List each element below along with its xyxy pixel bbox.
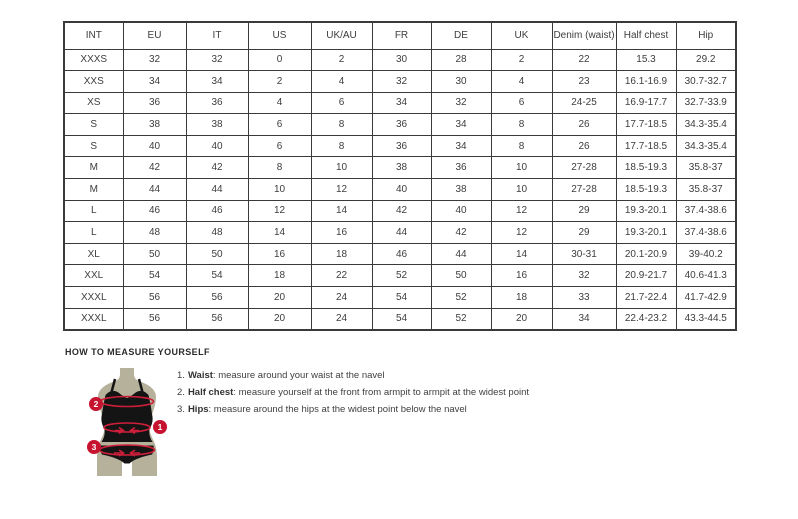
table-cell: 6	[248, 114, 311, 136]
table-cell: 32	[123, 49, 186, 71]
table-cell: 34	[123, 71, 186, 93]
table-cell: 4	[248, 92, 311, 114]
badge-waist-number: 1	[157, 422, 163, 432]
column-header-hip: Hip	[676, 22, 736, 49]
table-cell: 40	[431, 200, 491, 222]
table-cell: 54	[186, 265, 248, 287]
table-cell: 48	[186, 222, 248, 244]
badge-hips	[87, 440, 101, 454]
table-cell: 36	[123, 92, 186, 114]
table-cell: 56	[186, 308, 248, 330]
table-cell: 17.7-18.5	[616, 135, 676, 157]
column-header-denim-waist: Denim (waist)	[552, 22, 616, 49]
table-cell: 12	[491, 222, 552, 244]
instruction-number: 2.	[177, 387, 185, 398]
table-cell: 44	[186, 179, 248, 201]
table-cell: 52	[431, 308, 491, 330]
table-cell: 42	[431, 222, 491, 244]
table-cell: 20	[248, 287, 311, 309]
table-row	[64, 114, 736, 136]
table-cell: S	[64, 135, 123, 157]
instruction-number: 3.	[177, 404, 185, 415]
table-cell: M	[64, 179, 123, 201]
table-cell: 10	[491, 157, 552, 179]
table-cell: 30	[431, 71, 491, 93]
table-cell: 23	[552, 71, 616, 93]
table-cell: XXL	[64, 265, 123, 287]
table-cell: 40	[186, 135, 248, 157]
badge-chest	[89, 397, 103, 411]
table-cell: 32	[552, 265, 616, 287]
table-cell: 40	[372, 179, 431, 201]
table-cell: 36	[186, 92, 248, 114]
table-cell: 56	[123, 287, 186, 309]
measure-section-title: HOW TO MEASURE YOURSELF	[65, 347, 210, 357]
table-cell: 39-40.2	[676, 243, 736, 265]
table-row	[64, 308, 736, 330]
table-cell: 34	[186, 71, 248, 93]
column-header-half-chest: Half chest	[616, 22, 676, 49]
table-cell: 42	[372, 200, 431, 222]
table-cell: 18	[248, 265, 311, 287]
table-cell: 21.7-22.4	[616, 287, 676, 309]
table-cell: 44	[431, 243, 491, 265]
table-row	[64, 135, 736, 157]
measurement-mannequin-icon	[72, 366, 182, 478]
table-cell: 26	[552, 114, 616, 136]
table-cell: 35.8-37	[676, 157, 736, 179]
table-cell: 46	[372, 243, 431, 265]
instruction-half-chest	[177, 387, 529, 398]
table-row	[64, 157, 736, 179]
instruction-text: : measure around the hips at the widest point below the navel	[208, 404, 467, 415]
table-row	[64, 49, 736, 71]
table-cell: 0	[248, 49, 311, 71]
table-cell: 18.5-19.3	[616, 179, 676, 201]
table-row	[64, 222, 736, 244]
table-cell: 44	[372, 222, 431, 244]
table-cell: M	[64, 157, 123, 179]
badge-chest-number: 2	[93, 399, 99, 409]
table-cell: 14	[248, 222, 311, 244]
table-cell: 4	[491, 71, 552, 93]
table-cell: 50	[431, 265, 491, 287]
table-cell: 34	[431, 135, 491, 157]
table-cell: 2	[248, 71, 311, 93]
table-cell: 24	[311, 308, 372, 330]
table-cell: 48	[123, 222, 186, 244]
table-cell: 19.3-20.1	[616, 200, 676, 222]
table-cell: 29	[552, 200, 616, 222]
table-cell: 6	[311, 92, 372, 114]
table-cell: XL	[64, 243, 123, 265]
table-cell: 34.3-35.4	[676, 114, 736, 136]
table-cell: 37.4-38.6	[676, 222, 736, 244]
table-cell: 32	[431, 92, 491, 114]
table-cell: XXXL	[64, 287, 123, 309]
table-row	[64, 92, 736, 114]
table-cell: 14	[491, 243, 552, 265]
table-cell: 37.4-38.6	[676, 200, 736, 222]
table-cell: 30-31	[552, 243, 616, 265]
table-cell: 32.7-33.9	[676, 92, 736, 114]
table-cell: 6	[491, 92, 552, 114]
table-row	[64, 200, 736, 222]
size-table-header-row	[64, 22, 736, 49]
table-cell: 52	[431, 287, 491, 309]
table-cell: 14	[311, 200, 372, 222]
table-cell: 36	[431, 157, 491, 179]
table-cell: 18	[311, 243, 372, 265]
size-table	[63, 21, 737, 331]
table-cell: 8	[311, 135, 372, 157]
table-row	[64, 71, 736, 93]
table-cell: 8	[491, 114, 552, 136]
table-cell: 32	[372, 71, 431, 93]
table-cell: 56	[186, 287, 248, 309]
table-cell: 12	[491, 200, 552, 222]
table-cell: 40.6-41.3	[676, 265, 736, 287]
table-cell: 8	[311, 114, 372, 136]
table-cell: 6	[248, 135, 311, 157]
table-cell: 54	[372, 287, 431, 309]
table-cell: 4	[311, 71, 372, 93]
table-cell: 42	[123, 157, 186, 179]
table-cell: XS	[64, 92, 123, 114]
size-table-body	[64, 49, 736, 330]
table-cell: 10	[311, 157, 372, 179]
table-cell: 42	[186, 157, 248, 179]
table-row	[64, 265, 736, 287]
column-header-it: IT	[186, 22, 248, 49]
table-cell: L	[64, 222, 123, 244]
table-cell: 38	[372, 157, 431, 179]
measure-instructions	[177, 370, 529, 415]
table-cell: 24	[311, 287, 372, 309]
table-cell: 20.9-21.7	[616, 265, 676, 287]
table-cell: 30.7-32.7	[676, 71, 736, 93]
instruction-waist	[177, 370, 529, 381]
table-cell: 36	[372, 135, 431, 157]
column-header-fr: FR	[372, 22, 431, 49]
table-cell: 41.7-42.9	[676, 287, 736, 309]
instruction-text: : measure around your waist at the navel	[212, 370, 385, 381]
instruction-number: 1.	[177, 370, 185, 381]
table-cell: S	[64, 114, 123, 136]
table-cell: 46	[123, 200, 186, 222]
table-cell: 20	[491, 308, 552, 330]
column-header-uk: UK	[491, 22, 552, 49]
table-cell: 27-28	[552, 157, 616, 179]
table-cell: 16.9-17.7	[616, 92, 676, 114]
table-cell: 16	[491, 265, 552, 287]
table-cell: 34	[372, 92, 431, 114]
table-cell: 10	[248, 179, 311, 201]
table-cell: 30	[372, 49, 431, 71]
table-cell: 16	[248, 243, 311, 265]
table-cell: 20	[248, 308, 311, 330]
table-cell: 18.5-19.3	[616, 157, 676, 179]
table-cell: 29	[552, 222, 616, 244]
instruction-label: Hips	[187, 404, 209, 415]
table-cell: 54	[372, 308, 431, 330]
table-cell: XXXS	[64, 49, 123, 71]
table-cell: 46	[186, 200, 248, 222]
table-cell: 10	[491, 179, 552, 201]
table-cell: 38	[123, 114, 186, 136]
table-cell: 28	[431, 49, 491, 71]
table-cell: 35.8-37	[676, 179, 736, 201]
instruction-text: : measure yourself at the front from armpit to armpit at the widest point	[233, 387, 530, 398]
table-cell: 22.4-23.2	[616, 308, 676, 330]
table-cell: 27-28	[552, 179, 616, 201]
table-cell: 44	[123, 179, 186, 201]
table-cell: 24-25	[552, 92, 616, 114]
table-cell: 8	[491, 135, 552, 157]
table-cell: 38	[431, 179, 491, 201]
badge-waist	[153, 420, 167, 434]
table-cell: 36	[372, 114, 431, 136]
column-header-eu: EU	[123, 22, 186, 49]
table-row	[64, 243, 736, 265]
table-cell: 16	[311, 222, 372, 244]
table-cell: XXS	[64, 71, 123, 93]
table-cell: 18	[491, 287, 552, 309]
table-cell: 34	[552, 308, 616, 330]
table-cell: 56	[123, 308, 186, 330]
column-header-int: INT	[64, 22, 123, 49]
column-header-de: DE	[431, 22, 491, 49]
table-cell: 32	[186, 49, 248, 71]
badge-hips-number: 3	[91, 442, 97, 452]
table-cell: XXXL	[64, 308, 123, 330]
table-cell: 2	[311, 49, 372, 71]
table-cell: 38	[186, 114, 248, 136]
column-header-us: US	[248, 22, 311, 49]
table-cell: 43.3-44.5	[676, 308, 736, 330]
table-cell: 52	[372, 265, 431, 287]
table-cell: 2	[491, 49, 552, 71]
table-cell: 26	[552, 135, 616, 157]
table-cell: 33	[552, 287, 616, 309]
table-cell: 8	[248, 157, 311, 179]
table-cell: 34.3-35.4	[676, 135, 736, 157]
table-cell: 54	[123, 265, 186, 287]
table-cell: L	[64, 200, 123, 222]
table-cell: 29.2	[676, 49, 736, 71]
table-cell: 50	[123, 243, 186, 265]
column-header-uk-au: UK/AU	[311, 22, 372, 49]
table-cell: 20.1-20.9	[616, 243, 676, 265]
table-cell: 17.7-18.5	[616, 114, 676, 136]
table-cell: 34	[431, 114, 491, 136]
table-cell: 50	[186, 243, 248, 265]
table-cell: 19.3-20.1	[616, 222, 676, 244]
table-row	[64, 179, 736, 201]
table-cell: 22	[311, 265, 372, 287]
table-cell: 22	[552, 49, 616, 71]
instruction-hips	[177, 404, 529, 415]
table-cell: 16.1-16.9	[616, 71, 676, 93]
table-cell: 40	[123, 135, 186, 157]
instruction-label: Waist	[187, 370, 213, 381]
table-cell: 12	[311, 179, 372, 201]
table-cell: 15.3	[616, 49, 676, 71]
table-cell: 12	[248, 200, 311, 222]
measurement-figure	[72, 366, 182, 478]
table-row	[64, 287, 736, 309]
instruction-label: Half chest	[187, 387, 234, 398]
